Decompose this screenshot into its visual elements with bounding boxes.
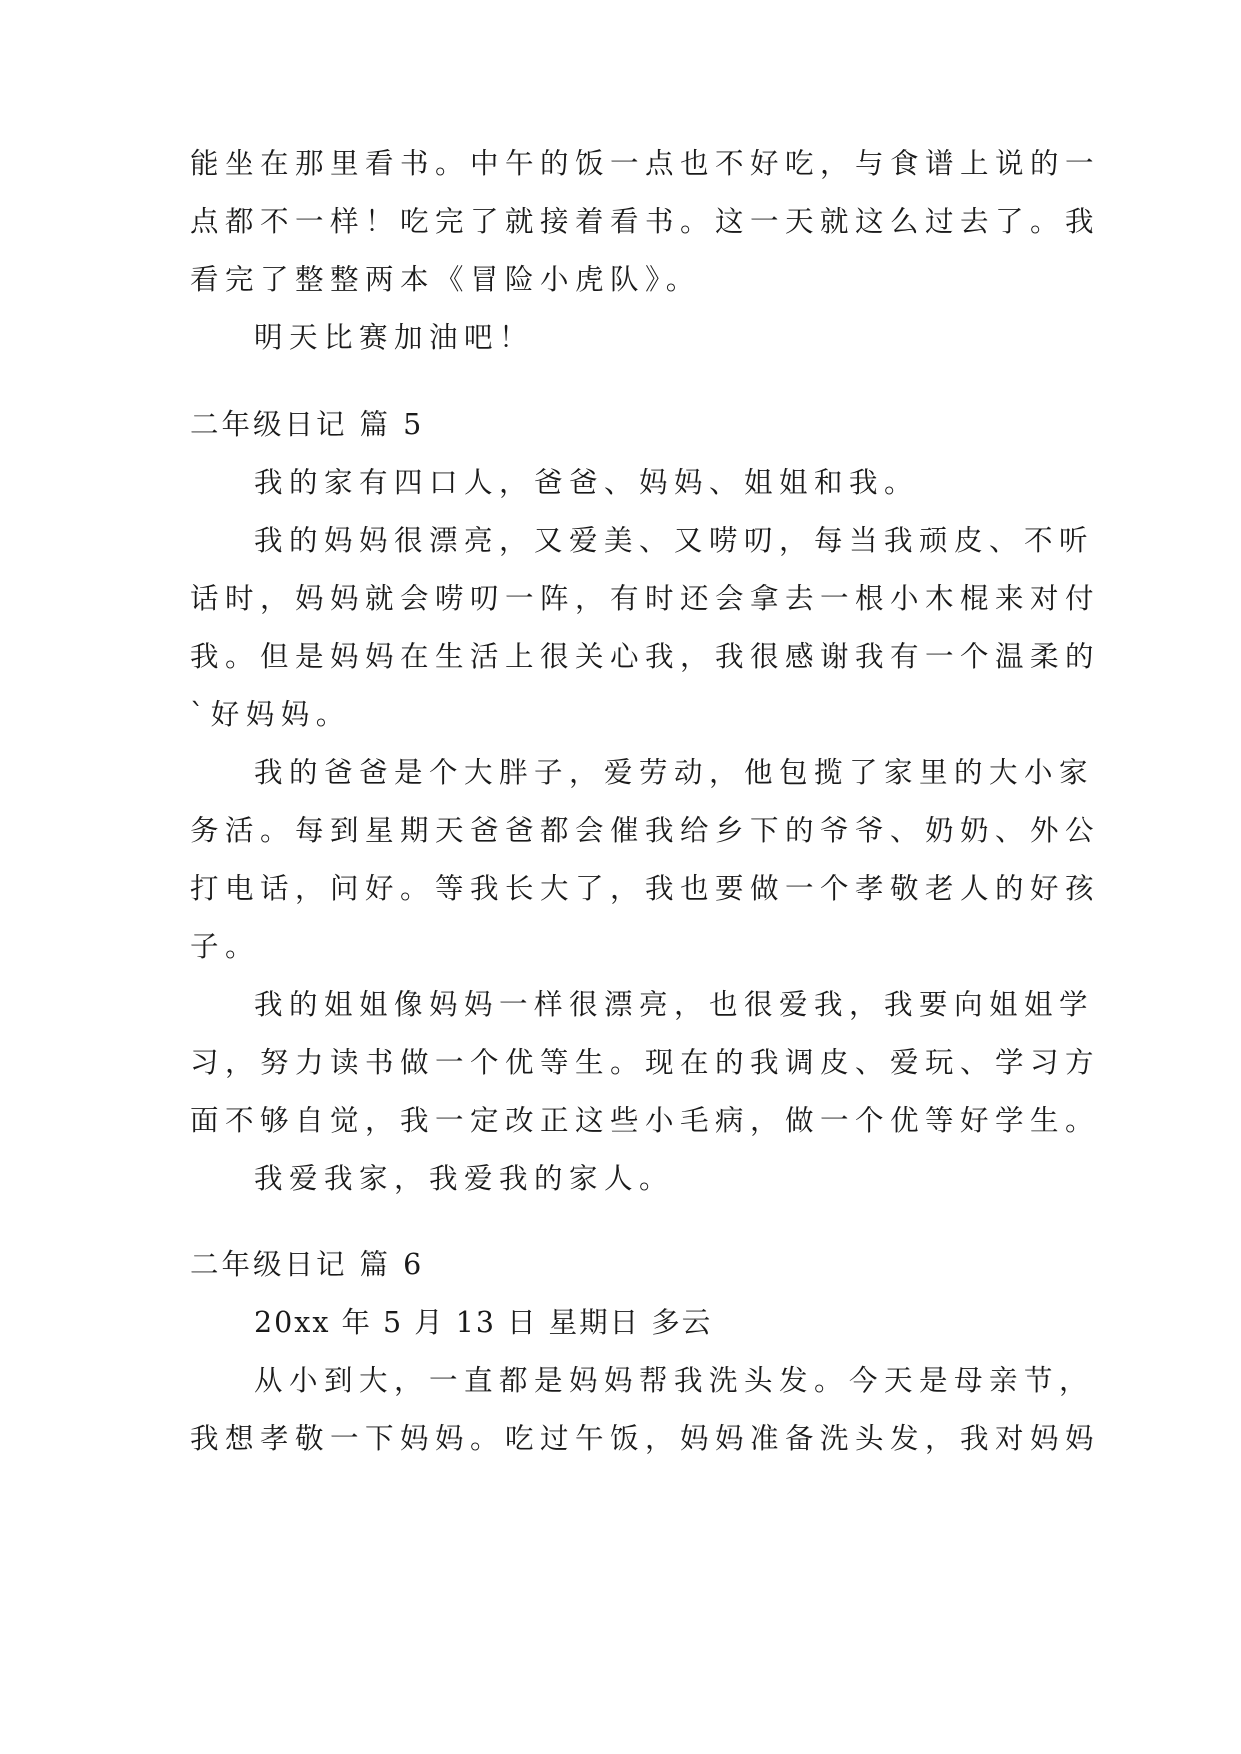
text-line: 我想孝敬一下妈妈。吃过午饭，妈妈准备洗头发，我对妈妈 [190,1422,1101,1455]
text-line: 明天比赛加油吧！ [254,321,535,354]
text-line: 务活。每到星期天爸爸都会催我给乡下的爷爷、奶奶、外公 [190,814,1101,847]
text-line: 我爱我家，我爱我的家人。 [254,1162,675,1195]
text-line: 话时，妈妈就会唠叨一阵，有时还会拿去一根小木棍来对付 [190,582,1101,615]
text-line: 我的家有四口人，爸爸、妈妈、姐姐和我。 [254,466,920,499]
text-line: 我。但是妈妈在生活上很关心我，我很感谢我有一个温柔的 [190,640,1101,673]
text-line: 从小到大，一直都是妈妈帮我洗头发。今天是母亲节， [254,1364,1095,1397]
section-heading: 二年级日记 篇 6 [190,1248,425,1281]
text-line: 点都不一样！吃完了就接着看书。这一天就这么过去了。我 [190,205,1101,238]
text-line: `好妈妈。 [190,698,351,731]
text-line: 我的妈妈很漂亮，又爱美、又唠叨，每当我顽皮、不听 [254,524,1095,557]
text-line: 子。 [190,930,261,963]
text-line: 我的姐姐像妈妈一样很漂亮，也很爱我，我要向姐姐学 [254,988,1095,1021]
text-line: 打电话，问好。等我长大了，我也要做一个孝敬老人的好孩 [190,872,1101,905]
diary-date: 20xx 年 5 月 13 日 星期日 多云 [254,1306,713,1339]
text-line: 习，努力读书做一个优等生。现在的我调皮、爱玩、学习方 [190,1046,1101,1079]
text-line: 看完了整整两本《冒险小虎队》。 [190,263,701,296]
text-line: 面不够自觉，我一定改正这些小毛病，做一个优等好学生。 [190,1104,1101,1137]
text-line: 我的爸爸是个大胖子，爱劳动，他包揽了家里的大小家 [254,756,1095,789]
text-line: 能坐在那里看书。中午的饭一点也不好吃，与食谱上说的一 [190,147,1101,180]
section-heading: 二年级日记 篇 5 [190,408,425,441]
